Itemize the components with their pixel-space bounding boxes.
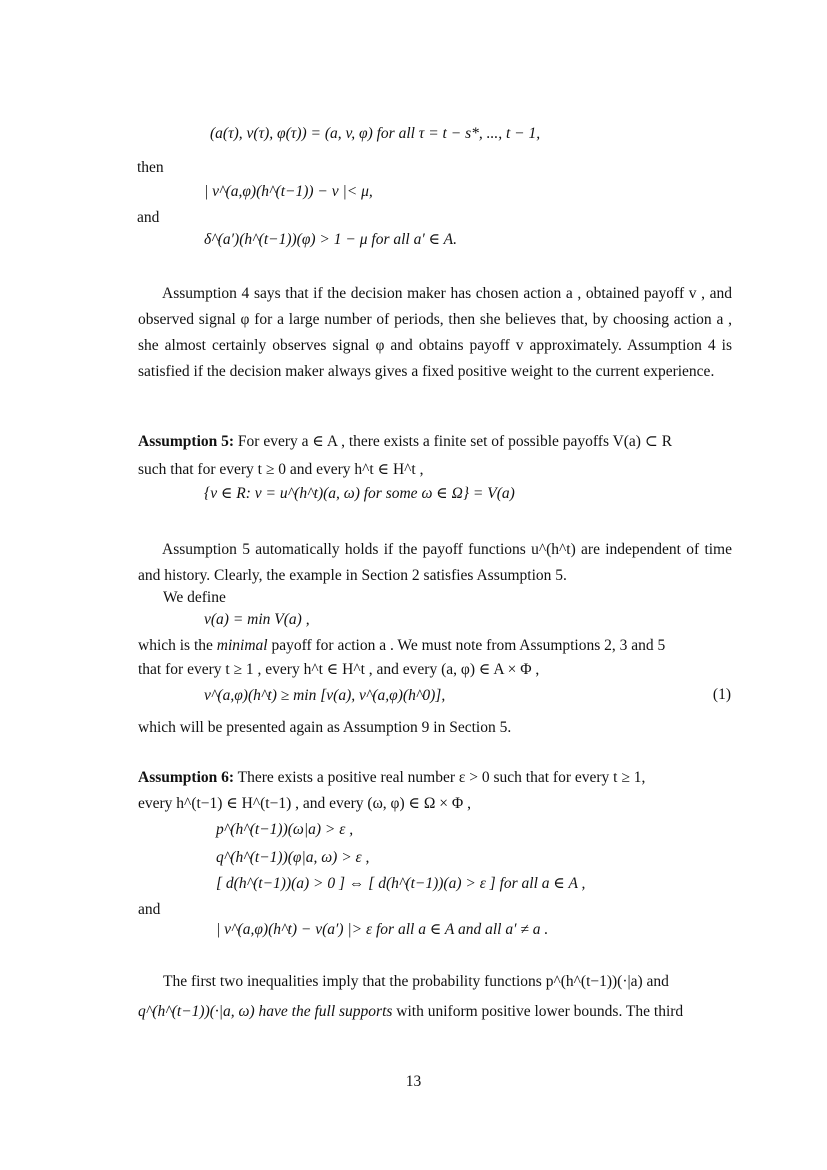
word-and-2: and <box>138 901 161 918</box>
word-then: then <box>137 159 164 176</box>
paragraph-minimal-line2: that for every t ≥ 1 , every h^t ∈ H^t , and every (a, φ) ∈ A × Φ , <box>138 661 540 678</box>
page-number: 13 <box>405 1073 422 1090</box>
assumption-6-text1: There exists a positive real number ε > 0 such that for every t ≥ 1, <box>234 769 646 786</box>
assumption-5-line2: such that for every t ≥ 0 and every h^t ∈ H^t , <box>138 461 424 478</box>
equation-q-bound: q^(h^(t−1))(φ|a, ω) > ε , <box>216 849 370 866</box>
paragraph-last-line2 <box>138 1002 683 1022</box>
word-and: and <box>137 209 160 226</box>
paragraph-assumption-4: Assumption 4 says that if the decision maker has chosen action a , obtained payoff v , and observed signal φ for a large number of periods, then she believes that, by choosing action a , she almost certainly observes signal φ and obtains payoff v approximately. Assumption 4 is satisfied if the decision maker always gives a fixed positive weight to the current experience. <box>138 285 732 380</box>
text-segment: payoff for action a . We must note from Assumptions 2, 3 and 5 <box>267 637 666 654</box>
assumption-5-label: Assumption 5: <box>138 433 235 450</box>
we-define: We define <box>163 589 226 606</box>
assumption-5-line1 <box>138 432 672 452</box>
equation-d-equivalence: [ d(h^(t−1))(a) > 0 ] ⇔ [ d(h^(t−1))(a) > ε ] for all a ∈ A , <box>216 875 586 892</box>
equation-1: v^(a,φ)(h^t) ≥ min [v(a), v^(a,φ)(h^0)], <box>204 687 446 704</box>
equation-payoff-bound: | v^(a,φ)(h^(t−1)) − v |< μ, <box>204 183 373 200</box>
assumption-6-line2: every h^(t−1) ∈ H^(t−1) , and every (ω, φ) ∈ Ω × Φ , <box>138 795 471 812</box>
paragraph-assumption-9-ref: which will be presented again as Assumption 9 in Section 5. <box>138 719 512 736</box>
text-segment: q^(h^(t−1))(·|a, ω) have the <box>138 1003 315 1020</box>
equation-minimal-payoff: v(a) = min V(a) , <box>204 611 310 628</box>
assumption-5-text1: For every a ∈ A , there exists a finite set of possible payoffs V(a) ⊂ R <box>234 433 673 450</box>
equation-payoff-set: {v ∈ R: v = u^(h^t)(a, ω) for some ω ∈ Ω} = V(a) <box>204 485 515 502</box>
paragraph-last-line1: The first two inequalities imply that the probability functions p^(h^(t−1))(·|a) and <box>163 973 669 990</box>
paragraph-minimal-line1 <box>138 636 665 656</box>
equation-number-1: (1) <box>712 686 731 703</box>
equation-p-bound: p^(h^(t−1))(ω|a) > ε , <box>216 821 354 838</box>
emphasis-full-supports: full supports <box>314 1003 393 1020</box>
text-segment: which is the <box>138 637 217 654</box>
equation-payoff-separation: | v^(a,φ)(h^t) − v(a′) |> ε for all a ∈ A and all a′ ≠ a . <box>216 921 549 938</box>
paragraph-assumption-5: Assumption 5 automatically holds if the payoff functions u^(h^t) are independent of time and history. Clearly, the example in Section 2 satisfies Assumption 5. <box>138 541 732 584</box>
emphasis-minimal: minimal <box>216 637 268 654</box>
equation-history-condition: (a(τ), v(τ), φ(τ)) = (a, v, φ) for all τ = t − s*, ..., t − 1, <box>210 125 541 142</box>
text-segment: with uniform positive lower bounds. The third <box>392 1003 684 1020</box>
assumption-6-line1 <box>138 768 645 788</box>
assumption-6-label: Assumption 6: <box>138 769 235 786</box>
equation-signal-belief: δ^(a′)(h^(t−1))(φ) > 1 − μ for all a′ ∈ A. <box>204 231 458 248</box>
